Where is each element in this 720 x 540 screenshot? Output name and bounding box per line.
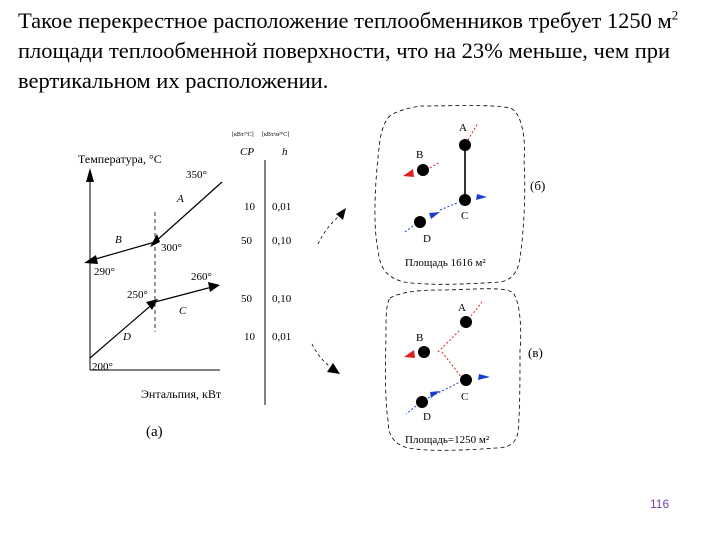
diagram-a xyxy=(78,131,292,440)
panel-c-node-c xyxy=(460,374,472,386)
row1-cp: 10 xyxy=(244,201,255,213)
temp-290: 290° xyxy=(94,266,115,278)
panel-b-d-cold-line xyxy=(405,226,413,232)
panel-c-label-b: B xyxy=(416,332,424,344)
diagram-b xyxy=(375,106,545,285)
panel-c-cross-hot-line xyxy=(438,330,460,352)
row3-h: 0,10 xyxy=(272,293,292,305)
connector-arrow-c xyxy=(327,363,340,374)
panel-c-label-a: A xyxy=(458,302,466,314)
panel-b-node-a xyxy=(459,139,471,151)
panel-b-hot-arrow-b xyxy=(403,169,414,177)
unit-cp: [кВт/°С] xyxy=(232,132,254,138)
row3-cp: 50 xyxy=(241,293,252,305)
row2-h: 0,10 xyxy=(272,235,292,247)
stream-a-line xyxy=(155,182,222,242)
panel-b-c-cold-line xyxy=(440,203,457,210)
area-label-b: Площадь 1616 м² xyxy=(405,257,486,269)
page-number: 116 xyxy=(650,497,670,511)
panel-b-label-c: C xyxy=(461,210,469,222)
panel-b-label-a: A xyxy=(459,122,467,134)
panel-c-cold-arrow-c xyxy=(478,374,490,380)
temp-250: 250° xyxy=(127,289,148,301)
panel-b-node-d xyxy=(414,216,426,228)
header-h: h xyxy=(282,146,288,158)
connector-to-c xyxy=(312,344,332,368)
panel-c-cross-hot-line-2 xyxy=(442,352,462,378)
panel-c-d-cold-line xyxy=(406,406,416,414)
heading-text-part2: площади теплообменной поверхности, что на 23% меньше, чем при вертикальном их расположении. xyxy=(18,38,671,93)
area-label-c: Площадь=1250 м² xyxy=(405,434,490,446)
caption-a: (а) xyxy=(146,424,163,440)
caption-b: (б) xyxy=(530,178,546,193)
panel-c-a-hot-line xyxy=(471,302,482,316)
temp-260: 260° xyxy=(191,271,212,283)
panel-c-node-a xyxy=(460,316,472,328)
y-axis-arrow xyxy=(86,168,94,182)
panel-c-node-d xyxy=(416,396,428,408)
connector-to-b xyxy=(318,214,342,244)
stream-b-arrow xyxy=(84,255,98,264)
temp-350: 350° xyxy=(186,169,207,181)
panel-b-node-b xyxy=(417,164,429,176)
stream-b-line xyxy=(92,242,155,260)
panel-c-node-b xyxy=(418,346,430,358)
stream-d-line xyxy=(90,302,155,358)
panel-b-cold-arrow-c xyxy=(476,194,487,200)
stream-d-label: D xyxy=(123,331,131,343)
header-cp: CP xyxy=(240,146,255,158)
temp-300: 300° xyxy=(161,242,182,254)
stream-c-label: C xyxy=(179,305,187,317)
panel-c-label-c: C xyxy=(461,391,469,403)
temp-200: 200° xyxy=(92,361,113,373)
panel-b-label-b: B xyxy=(416,149,424,161)
panel-b-cold-arrow-d xyxy=(429,212,440,219)
unit-h: [кВт/м²°С] xyxy=(262,132,290,138)
connector-arrow-b xyxy=(336,208,346,220)
panel-b-b-hot-line xyxy=(430,162,440,168)
panel-c-cold-arrow-d xyxy=(430,391,440,398)
panel-c-hot-arrow-b xyxy=(404,350,415,358)
panel-c-outline xyxy=(386,289,521,451)
panel-b-node-c xyxy=(459,194,471,206)
panel-c-label-d: D xyxy=(423,411,431,423)
heading-text-part1: Такое перекрестное расположение теплообменников требует 1250 м xyxy=(18,8,672,33)
stream-c-arrow xyxy=(208,282,220,292)
stream-c-line xyxy=(155,287,212,302)
heading-superscript: 2 xyxy=(671,7,679,23)
caption-c: (в) xyxy=(528,345,543,360)
y-axis-label: Температура, °С xyxy=(78,152,162,166)
panel-b-a-hot-line xyxy=(468,123,478,140)
row4-cp: 10 xyxy=(244,331,255,343)
x-axis-label: Энтальпия, кВт xyxy=(141,387,222,401)
panel-b-label-d: D xyxy=(423,233,431,245)
row4-h: 0,01 xyxy=(272,331,292,343)
diagram-c xyxy=(386,289,543,451)
row1-h: 0,01 xyxy=(272,201,292,213)
stream-b-label: B xyxy=(115,234,122,246)
stream-a-label: A xyxy=(177,193,184,205)
row2-cp: 50 xyxy=(241,235,252,247)
